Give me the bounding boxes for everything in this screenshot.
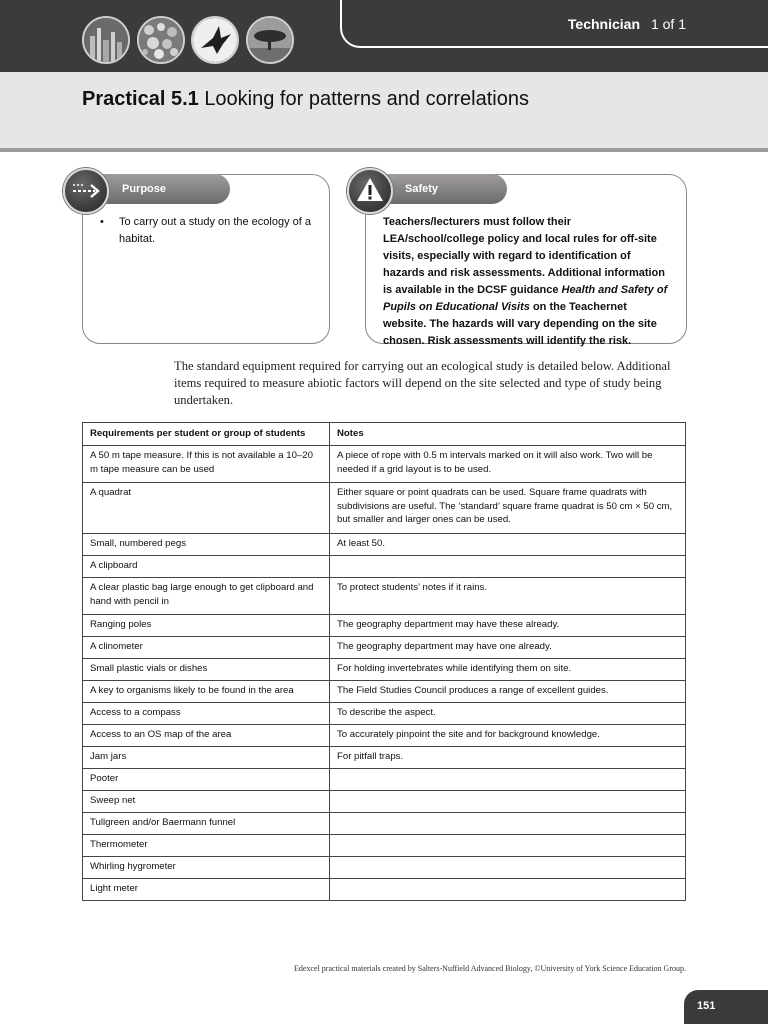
bullet-marker: • [100,216,104,228]
requirement-cell: A 50 m tape measure. If this is not available a 10–20 m tape measure can be used [83,446,330,483]
table-row [83,681,686,703]
table-header-row [83,423,686,446]
notes-cell [330,813,686,835]
requirement-cell: Sweep net [83,791,330,813]
table-row [83,703,686,725]
safety-guidance-title: Health and Safety of Pupils on Educational Visits [383,284,668,313]
table-row [83,615,686,637]
footer-credit: Edexcel practical materials created by Salters-Nuffield Advanced Biology, ©University of York Science Education Group. [294,964,686,973]
header-title [568,16,640,32]
table-row [83,446,686,483]
lichen-texture-icon [137,16,185,64]
notes-cell [330,769,686,791]
notes-cell: For holding invertebrates while identifying them on site. [330,659,686,681]
notes-cell [330,857,686,879]
notes-cell: To accurately pinpoint the site and for background knowledge. [330,725,686,747]
purpose-label: Purpose [82,174,230,204]
requirement-cell: Light meter [83,879,330,901]
page-title [82,88,529,111]
practical-title: Looking for patterns and correlations [204,88,529,110]
requirement-cell: Thermometer [83,835,330,857]
requirement-cell: Tullgreen and/or Baermann funnel [83,813,330,835]
requirement-cell: A key to organisms likely to be found in the area [83,681,330,703]
requirement-cell: Ranging poles [83,615,330,637]
table-row [83,769,686,791]
practical-number: Practical 5.1 [82,88,199,110]
table-body [83,446,686,901]
safety-text [383,214,673,350]
requirement-cell: Access to a compass [83,703,330,725]
requirement-cell: Access to an OS map of the area [83,725,330,747]
table-row [83,835,686,857]
requirement-cell: Small, numbered pegs [83,534,330,556]
title-band [0,72,768,152]
requirement-cell: A quadrat [83,483,330,534]
notes-cell: A piece of rope with 0.5 m intervals marked on it will also work. Two will be needed if a grid layout is to be used. [330,446,686,483]
table-row [83,483,686,534]
table-row [83,578,686,615]
table-row [83,725,686,747]
requirement-cell: Pooter [83,769,330,791]
notes-cell: The geography department may have one already. [330,637,686,659]
city-skyline-icon [82,16,130,64]
page-of-label: 1 of 1 [650,16,686,32]
table-row [83,534,686,556]
intro-paragraph: The standard equipment required for carrying out an ecological study is detailed below. Additional items required to measure abiotic factors will depend on the site selected and type of study being undertaken. [174,359,671,407]
safety-label: Safety [365,174,507,204]
notes-cell: At least 50. [330,534,686,556]
requirements-table [82,422,686,901]
table-row [83,813,686,835]
table-row [83,857,686,879]
column-header-requirements: Requirements per student or group of students [83,423,330,446]
notes-cell: To protect students’ notes if it rains. [330,578,686,615]
table-row [83,637,686,659]
purpose-text: To carry out a study on the ecology of a habitat. [119,216,312,245]
requirement-cell: A clinometer [83,637,330,659]
safety-text-start: Teachers/lecturers must follow their LEA/school/college policy and local rules for off-site visits, especially with regard to identification of hazards and risk assessments. Additional information is available in the DCSF guidance [383,216,665,296]
requirement-cell: A clipboard [83,556,330,578]
safety-text-end: on the Teachernet website. The hazards will vary depending on the site chosen. Risk assessments will identify the risk. [383,301,657,347]
table-row [83,791,686,813]
table-row [83,747,686,769]
bird-silhouette-icon [191,16,239,64]
notes-cell [330,879,686,901]
notes-cell: The Field Studies Council produces a range of excellent guides. [330,681,686,703]
notes-cell [330,791,686,813]
page-number: 151 [684,990,768,1024]
warning-icon [347,168,393,214]
notes-cell: Either square or point quadrats can be used. Square frame quadrats with subdivisions are useful. The ‘standard’ square frame quadrat is 50 cm × 50 cm, but smaller and larger ones can be used. [330,483,686,534]
technician-label: Technician [567,16,640,32]
table-row [83,659,686,681]
requirement-cell: Whirling hygrometer [83,857,330,879]
notes-cell: For pitfall traps. [330,747,686,769]
table-row [83,556,686,578]
notes-cell: To describe the aspect. [330,703,686,725]
requirement-cell: Small plastic vials or dishes [83,659,330,681]
tree-savanna-icon [246,16,294,64]
requirement-cell: Jam jars [83,747,330,769]
notes-cell: The geography department may have these already. [330,615,686,637]
column-header-notes: Notes [330,423,686,446]
table-row [83,879,686,901]
arrow-right-icon [63,168,109,214]
notes-cell [330,835,686,857]
requirement-cell: A clear plastic bag large enough to get clipboard and hand with pencil in [83,578,330,615]
notes-cell [330,556,686,578]
header-tab [340,0,768,48]
